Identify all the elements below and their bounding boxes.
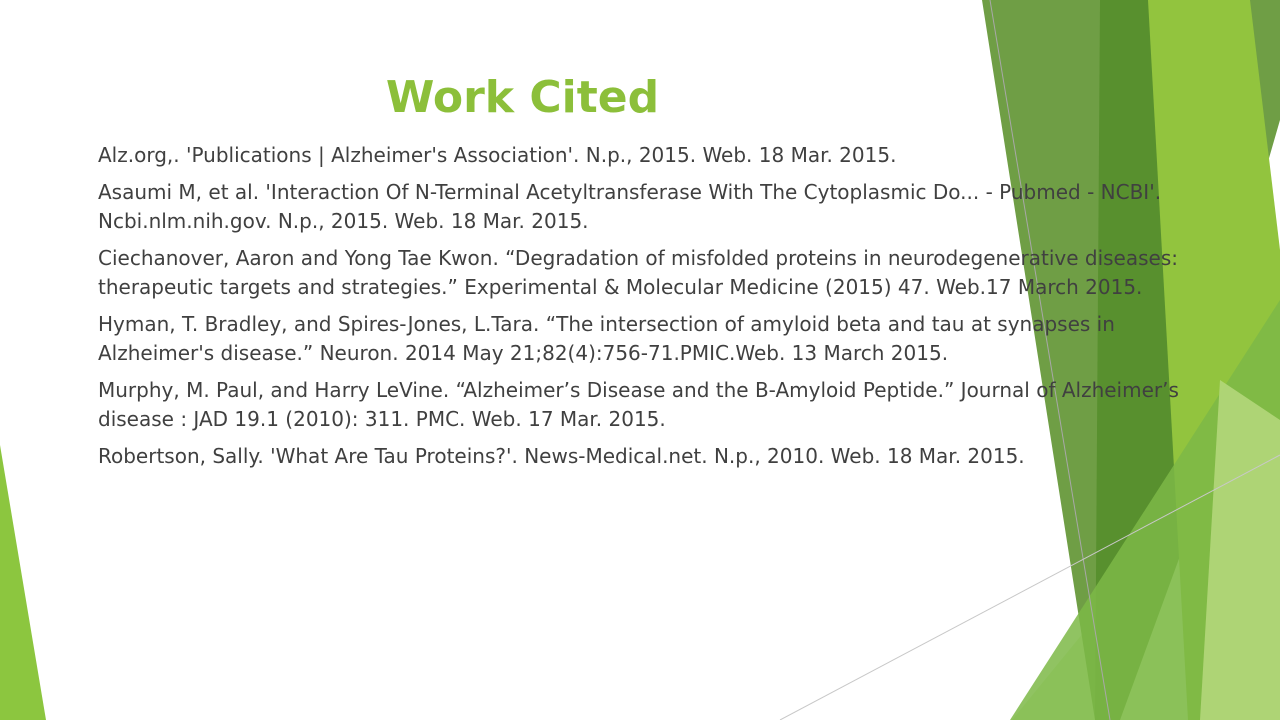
citation-item: Robertson, Sally. 'What Are Tau Proteins?'. News-Medical.net. N.p., 2010. Web. 18 Mar. 2015.: [98, 444, 1025, 468]
citation-item: Murphy, M. Paul, and Harry LeVine. “Alzheimer’s Disease and the B-Amyloid Peptide.” Journal of Alzheimer’s disease : JAD 19.1 (2010): 311. PMC. Web. 17 Mar. 2015.: [98, 378, 1179, 431]
citation-list: [98, 141, 1183, 479]
citation-item: Asaumi M, et al. 'Interaction Of N-Terminal Acetyltransferase With The Cytoplasmic Do... - Pubmed - NCBI'. Ncbi.nlm.nih.gov. N.p., 2015. Web. 18 Mar. 2015.: [98, 180, 1162, 233]
left-green-triangle: [0, 445, 46, 720]
citation-item: Ciechanover, Aaron and Yong Tae Kwon. “Degradation of misfolded proteins in neurodegenerative diseases: therapeutic targets and strategies.” Experimental & Molecular Medicine (2015) 47. Web.17 March 2015.: [98, 246, 1178, 299]
slide-title: Work Cited: [385, 72, 660, 123]
citation-item: Alz.org,. 'Publications | Alzheimer's Association'. N.p., 2015. Web. 18 Mar. 2015.: [98, 143, 897, 167]
citation-item: Hyman, T. Bradley, and Spires-Jones, L.Tara. “The intersection of amyloid beta and tau at synapses in Alzheimer's disease.” Neuron. 2014 May 21;82(4):756-71.PMIC.Web. 13 March 2015.: [98, 312, 1115, 365]
